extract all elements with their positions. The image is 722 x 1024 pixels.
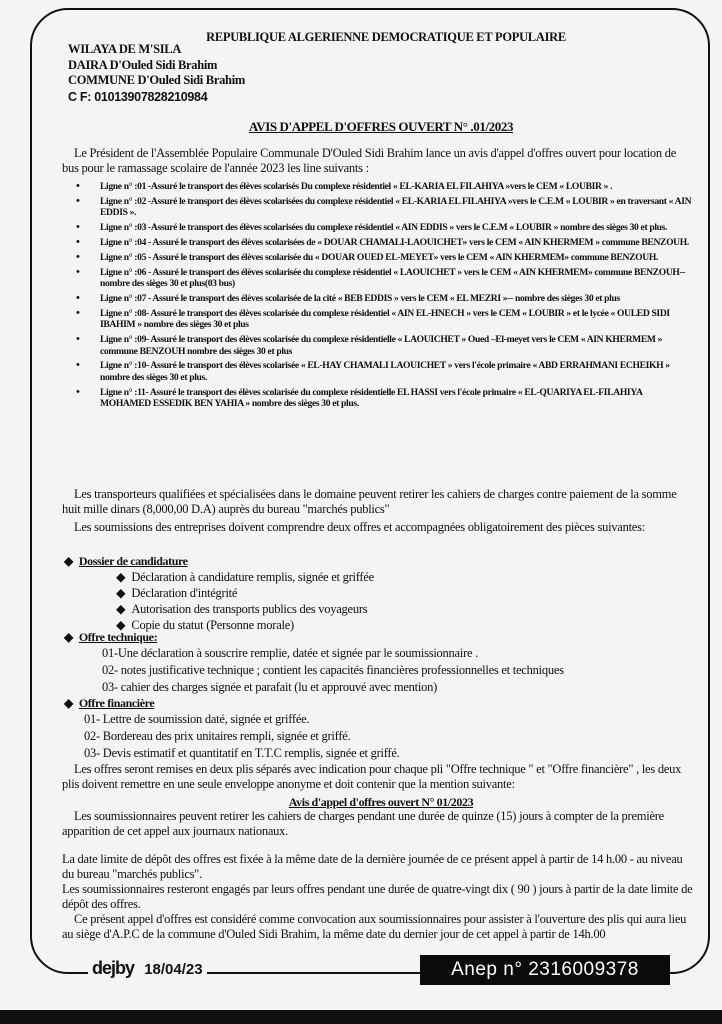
anep-number: Anep n° 2316009378 xyxy=(420,955,670,985)
offre-technique-item: 01-Une déclaration à souscrire remplie, datée et signée par le soumissionnaire . xyxy=(102,646,479,660)
ligne-item: • Ligne n° :03 -Assuré le transport des élèves scolarisées du complexe résidentiel « AIN EDDIS » vers le C.E.M « LOUBIR » nombre des sièges 30 et plus. xyxy=(62,222,692,234)
ligne-item: • Ligne n° :04 - Assuré le transport des élèves scolarisées de « DOUAR CHAMALI-LAOUICHET» vers le CEM « AIN KHERMEM » commune BENZOUH. xyxy=(62,237,692,249)
intro-paragraph: Le Président de l'Assemblée Populaire Communale D'Ouled Sidi Brahim lance un avis d'appel d'offres ouvert pour location de bus pour le ramassage scolaire de l'année 2023 les line suivants : xyxy=(62,146,677,175)
dossier-section xyxy=(64,554,702,633)
ligne-item: • Ligne n° :01 -Assuré le transport des élèves scolarisés Du complexe résidentiel « EL-KARIA EL FILAHIYA »vers le CEM « LOUBIR » . xyxy=(62,181,692,193)
publication-date: 18/04/23 xyxy=(144,961,203,978)
date-limite-paragraph: La date limite de dépôt des offres est fixée à la même date de la dernière journée de ce présent appel à partir de 14 h.00 - au niveau du bureau "marchés publics". xyxy=(62,852,683,881)
ligne-item: • Ligne n° :07 - Assuré le transport des élèves scolarisée de la cité « BEB EDDIS » vers le CEM « EL MEZRI »-- nombre des sièges 30 et plus xyxy=(62,293,692,305)
scan-edge xyxy=(0,1010,722,1024)
plis-paragraph: Les offres seront remises en deux plis séparés avec indication pour chaque pli "Offre technique " et "Offre financière" , les deux plis doivent remettre en une seule enveloppe anonyme et doit contenir que la mention suivante: xyxy=(62,762,682,791)
dossier-label: Dossier de candidature xyxy=(78,554,188,568)
diamond-bullet-icon: ◆ xyxy=(116,586,126,600)
offre-financiere-item: 02- Bordereau des prix unitaires rempli, signée et griffé. xyxy=(84,729,351,743)
newspaper-logo: dejby xyxy=(92,958,135,978)
diamond-bullet-icon: ◆ xyxy=(116,618,126,632)
offre-technique-label: Offre technique: xyxy=(78,630,158,644)
diamond-bullet-icon: ◆ xyxy=(64,696,73,710)
republic-heading: REPUBLIQUE ALGERIENNE DEMOCRATIQUE ET POPULAIRE xyxy=(206,30,566,44)
mention-heading: Avis d'appel d'offres ouvert N° 01/2023 xyxy=(288,795,474,809)
offre-financiere-section xyxy=(64,696,702,762)
ligne-item: • Ligne n° :05 - Assuré le transport des élèves scolarisée du « DOUAR OUED EL-MEYET» vers le CEM « AIN KHERMEM» commune BENZOUH. xyxy=(62,252,692,264)
convocation-paragraph: Ce présent appel d'offres est considéré comme convocation aux soumissionnaires pour assister à l'ouverture des plis qui aura lieu au siège d'A.P.C de la commune d'Ouled Sidi Brahim, la même date du dernier jour de cet appel à partir de 14h.00 xyxy=(62,912,687,941)
diamond-bullet-icon: ◆ xyxy=(64,554,73,568)
ligne-item: • Ligne n° :11- Assuré le transport des élèves scolarisée du complexe résidentielle EL HASSI vers l'école primaire « EL-QUARIYA EL-FILAHIYA MOHAMED ESSEDIK BEN YAHIA » nombre des sièges 30 et plus. xyxy=(62,387,692,410)
dossier-item: ◆ Autorisation des transports publics des voyageurs xyxy=(116,602,368,616)
offre-financiere-item: 01- Lettre de soumission daté, signée et griffée. xyxy=(84,712,310,726)
dossier-item: ◆ Déclaration à candidature remplis, signée et griffée xyxy=(116,570,374,584)
ligne-item: • Ligne n° :08- Assuré le transport des élèves scolarisée du complexe résidentiel « AIN EL-HNECH » vers le CEM « LOUBIR » et le lycée « OULED SIDI IBAHIM » nombre des sièges 30 et plus xyxy=(62,308,692,331)
publication-stamp xyxy=(88,958,207,979)
commune: COMMUNE D'Ouled Sidi Brahim xyxy=(68,73,245,87)
diamond-bullet-icon: ◆ xyxy=(64,630,73,644)
wilaya: WILAYA DE M'SILA xyxy=(68,42,182,56)
offre-technique-item: 02- notes justificative technique ; contient les capacités financières professionnelles et techniques xyxy=(102,663,564,677)
document-title: AVIS D'APPEL D'OFFRES OUVERT N° .01/2023 xyxy=(248,119,514,134)
engagement-paragraph: Les soumissionnaires resteront engagés par leurs offres pendant une durée de quatre-vingt dix ( 90 ) jours à partir de la date limite de dépôt des offres. xyxy=(62,882,693,911)
offre-technique-item: 03- cahier des charges signée et parafait (lu et approuvé avec mention) xyxy=(102,680,437,694)
lignes-list xyxy=(62,181,692,413)
header-block xyxy=(68,42,702,105)
soumissions-paragraph: Les soumissions des entreprises doivent comprendre deux offres et accompagnées obligatoirement des pièces suivantes: xyxy=(74,520,645,534)
diamond-bullet-icon: ◆ xyxy=(116,570,126,584)
offre-financiere-label: Offre financière xyxy=(78,696,155,710)
offre-financiere-item: 03- Devis estimatif et quantitatif en T.T.C remplis, signée et griffé. xyxy=(84,746,400,760)
ligne-item: • Ligne n° :09- Assuré le transport des élèves scolarisée du complexe résidentielle « LAOUICHET » Oued –El-meyet vers le CEM « AIN KHERMEM » commune BENZOUH nombre des sièges 30 et plus xyxy=(62,334,692,357)
cf-number: C F: 01013907828210984 xyxy=(68,89,208,104)
transporteurs-paragraph: Les transporteurs qualifiées et spécialisées dans le domaine peuvent retirer les cahiers de charges contre paiement de la somme huit mille dinars (8,000,00 D.A) auprès du bureau "marchés publics" xyxy=(62,487,677,516)
ligne-item: • Ligne n° :06 - Assuré le transport des élèves scolarisée du complexe résidentiel « LAOUICHET » vers le CEM « AIN KHERMEM» commune BENZOUH--nombre des sièges 30 et plus(03 bus) xyxy=(62,267,692,290)
daira: DAIRA D'Ouled Sidi Brahim xyxy=(68,57,218,72)
retrait-paragraph: Les soumissionnaires peuvent retirer les cahiers de charges pendant une durée de quinze (15) jours à compter de la première apparition de cet appel aux journaux nationaux. xyxy=(62,809,664,838)
dossier-item: ◆ Copie du statut (Personne morale) xyxy=(116,618,294,632)
dossier-item: ◆ Déclaration d'intégrité xyxy=(116,586,238,600)
ligne-item: • Ligne n° :02 -Assuré le transport des élèves scolarisées du complexe résidentiel « EL-KARIA EL FILAHIYA »vers le C.E.M « LOUBIR » en traversant « AIN EDDIS ». xyxy=(62,196,692,219)
offre-technique-section xyxy=(64,630,702,696)
ligne-item: • Ligne n° :10- Assuré le transport des élèves scolarisée « EL-HAY CHAMALI LAOUICHET » vers l'école primaire « ABD ERRAHMANI ECHEIKH » nombre des sièges 30 et plus. xyxy=(62,360,692,383)
diamond-bullet-icon: ◆ xyxy=(116,602,126,616)
